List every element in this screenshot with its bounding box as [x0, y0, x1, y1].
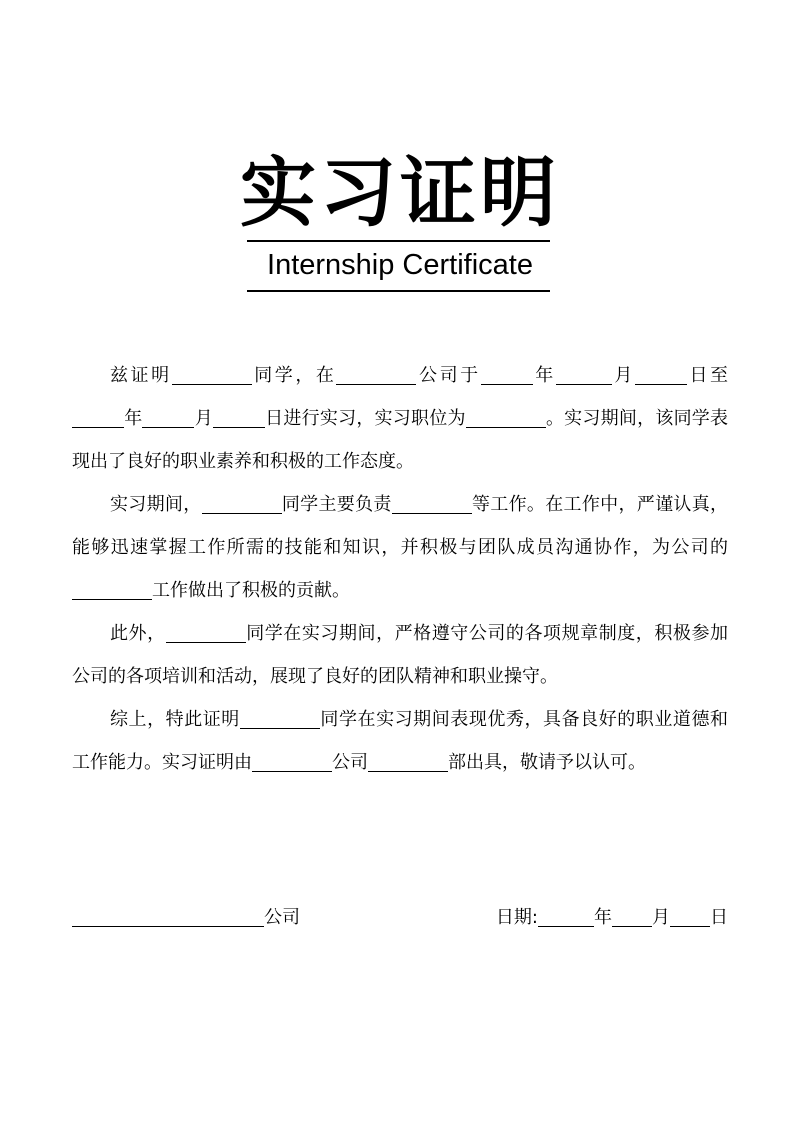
page-subtitle: Internship Certificate	[267, 249, 533, 281]
year-label: 年	[594, 907, 612, 928]
title-rule-top	[247, 240, 550, 242]
text-segment: 此外，	[110, 623, 166, 644]
paragraph-3	[72, 612, 728, 698]
company-name-blank[interactable]	[336, 364, 416, 385]
start-year-blank[interactable]	[481, 364, 533, 385]
text-segment: 公司于	[416, 365, 481, 386]
date-label: 日期:	[495, 907, 538, 928]
paragraph-1	[72, 354, 728, 483]
text-segment: 日至	[686, 365, 729, 386]
text-segment: 年	[532, 365, 556, 386]
certificate-body	[72, 354, 728, 784]
text-segment: 实习期间，	[110, 494, 202, 515]
paragraph-2	[72, 483, 728, 612]
issuing-company-blank[interactable]	[252, 751, 332, 772]
sign-day-blank[interactable]	[670, 906, 710, 927]
signature-date	[496, 903, 728, 933]
month-label: 月	[652, 907, 670, 928]
company-label: 公司	[264, 907, 300, 928]
text-segment: 同学，在	[251, 365, 337, 386]
end-year-blank[interactable]	[72, 407, 124, 428]
page-title: 实习证明	[240, 148, 560, 237]
text-segment: 。实习期间，该同学表现出了良好的职业素养和积极的工作态度。	[72, 408, 729, 472]
student-name-blank[interactable]	[240, 708, 320, 729]
text-segment: 兹证明	[110, 365, 172, 386]
work-area-blank[interactable]	[72, 579, 152, 600]
company-signature-blank[interactable]	[72, 906, 264, 927]
text-segment: 日进行实习，实习职位为	[264, 408, 466, 429]
company-signature	[72, 903, 300, 933]
end-month-blank[interactable]	[142, 407, 194, 428]
text-segment: 部出具，敬请予以认可。	[448, 752, 646, 773]
issuing-department-blank[interactable]	[368, 751, 448, 772]
start-day-blank[interactable]	[635, 364, 687, 385]
student-name-blank[interactable]	[202, 493, 282, 514]
duties-blank[interactable]	[392, 493, 472, 514]
text-segment: 同学在实习期间，严格遵守公司的各项规章制度，积极参加公司的各项培训和活动，展现了良好的团队精神和职业操守。	[72, 623, 728, 687]
sign-year-blank[interactable]	[538, 906, 594, 927]
paragraph-4	[72, 698, 728, 784]
end-day-blank[interactable]	[213, 407, 265, 428]
text-segment: 工作做出了积极的贡献。	[152, 580, 350, 601]
text-segment: 公司	[332, 752, 368, 773]
text-segment: 月	[194, 408, 213, 429]
student-name-blank[interactable]	[172, 364, 252, 385]
text-segment: 同学在实习期间表现优秀，具备良好的职业道德和工作能力。实习证明由	[72, 709, 729, 773]
start-month-blank[interactable]	[556, 364, 612, 385]
text-segment: 同学主要负责	[281, 494, 392, 515]
text-segment: 综上，特此证明	[110, 709, 240, 730]
title-rule-bottom	[247, 290, 550, 292]
day-label: 日	[710, 907, 728, 928]
position-blank[interactable]	[466, 407, 546, 428]
student-name-blank[interactable]	[166, 622, 246, 643]
text-segment: 月	[611, 365, 635, 386]
text-segment: 等工作。在工作中，严谨认真，能够迅速掌握工作所需的技能和知识，并积极与团队成员沟通协作，为公司的	[72, 494, 729, 558]
sign-month-blank[interactable]	[612, 906, 652, 927]
text-segment: 年	[124, 408, 143, 429]
